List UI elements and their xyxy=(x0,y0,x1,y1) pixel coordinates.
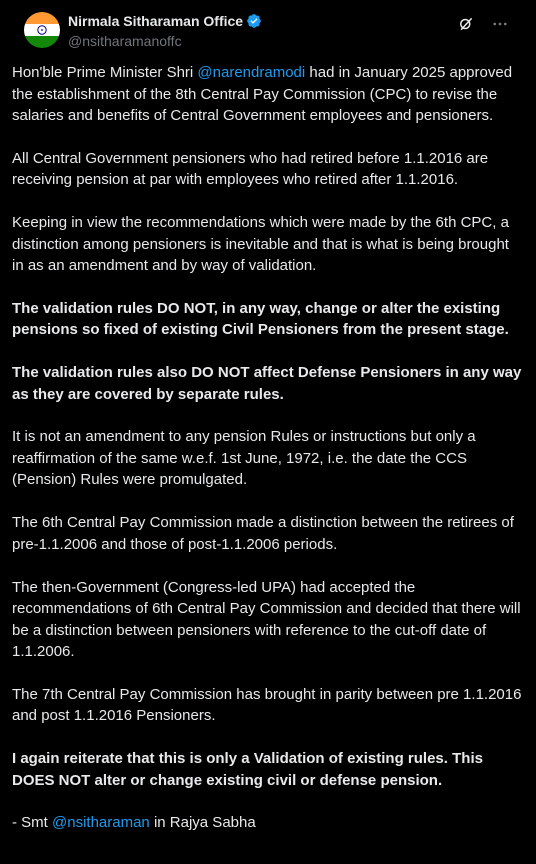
grok-icon[interactable] xyxy=(456,14,476,34)
post-header xyxy=(12,0,524,56)
header-actions xyxy=(456,14,510,34)
author-names xyxy=(68,12,262,49)
post-paragraph-8: The then-Government (Congress-led UPA) had accepted the recommendations of 6th Central Pay Commission and decided that there will be a distinction between pensioners with reference to the cut-off date of 1.1.2006. xyxy=(12,578,521,661)
post-paragraph-4: The validation rules DO NOT, in any way, change or alter the existing pensions so fixed of existing Civil Pensioners from the present stage. xyxy=(12,299,509,339)
post-paragraph-6: It is not an amendment to any pension Rules or instructions but only a reaffirmation of the same w.e.f. 1st June, 1972, i.e. the date the CCS (Pension) Rules were promulgated. xyxy=(12,428,476,489)
post-paragraph-11 xyxy=(12,812,524,834)
text-span: in Rajya Sabha xyxy=(149,814,256,832)
text-span: - Smt xyxy=(12,814,52,832)
india-flag-avatar[interactable] xyxy=(24,12,60,48)
post-text xyxy=(12,56,524,834)
post-paragraph-10: I again reiterate that this is only a Validation of existing rules. This DOES NOT alter or change existing civil or defense pension. xyxy=(12,750,483,789)
verified-badge-icon[interactable] xyxy=(246,13,262,29)
mention-link-narendramodi[interactable]: @narendramodi xyxy=(197,64,306,81)
post-paragraph-2: All Central Government pensioners who had retired before 1.1.2016 are receiving pension at par with employees who retired after 1.1.2016. xyxy=(12,149,489,189)
display-name-row xyxy=(68,12,262,30)
author-handle[interactable]: @nsitharamanoffc xyxy=(68,33,182,49)
text-span: had in January 2025 approved the establishment of the 8th Central Pay Commission (CPC) to revise the salaries and benefits of Central Government employees and pensioners. xyxy=(12,64,513,124)
post-paragraph-3: Keeping in view the recommendations which were made by the 6th CPC, a distinction among pensioners is inevitable and that is what is being brought in as an amendment and by way of validation. xyxy=(12,214,509,275)
text-span: Hon'ble Prime Minister Shri xyxy=(12,64,198,81)
more-options-icon[interactable] xyxy=(490,14,510,34)
post-paragraph-5: The validation rules also DO NOT affect Defense Pensioners in any way as they are covered by separate rules. xyxy=(12,364,522,403)
post-paragraph-1 xyxy=(12,62,524,127)
mention-link-nsitharaman[interactable]: @nsitharaman xyxy=(52,814,150,832)
post-paragraph-9: The 7th Central Pay Commission has brought in parity between pre 1.1.2016 and post 1.1.2016 Pensioners. xyxy=(12,685,522,725)
author-display-name[interactable]: Nirmala Sitharaman Office xyxy=(68,13,244,29)
post-paragraph-7: The 6th Central Pay Commission made a distinction between the retirees of pre-1.1.2006 and those of post-1.1.2006 periods. xyxy=(12,514,514,553)
